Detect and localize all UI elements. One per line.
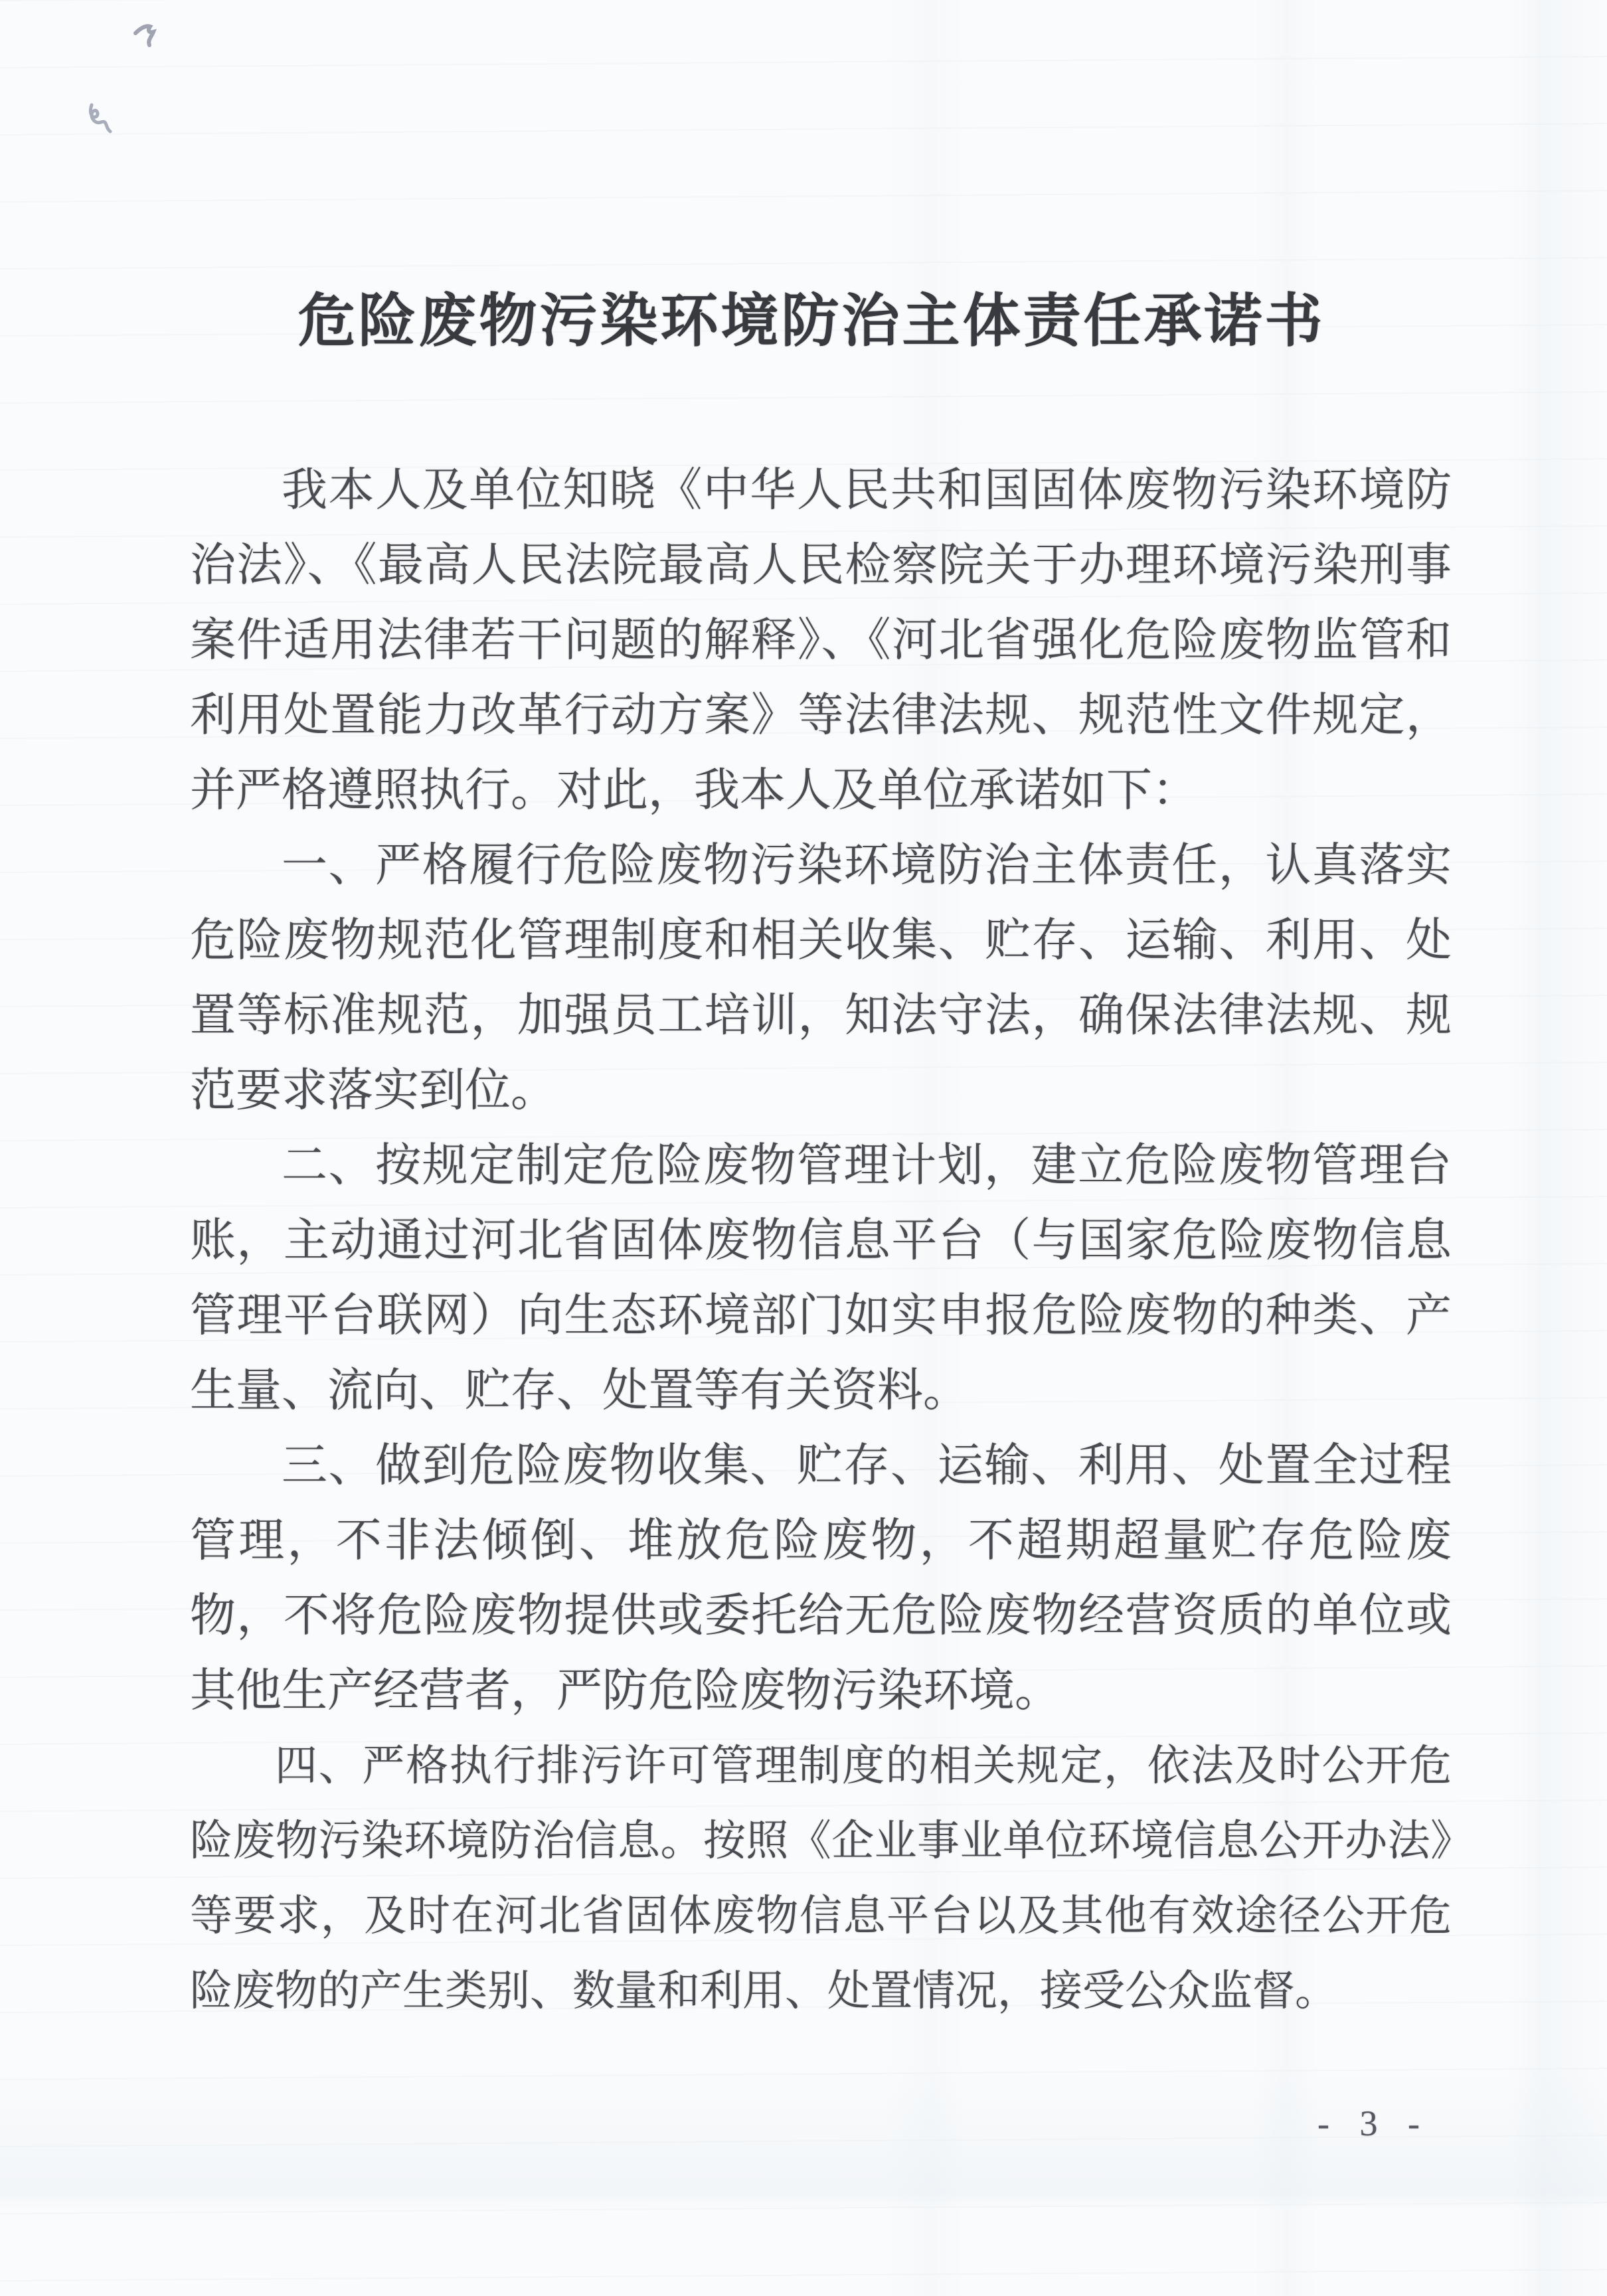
paragraph: 四、严格执行排污许可管理制度的相关规定，依法及时公开危险废物污染环境防治信息。按照《企业事业单位环境信息公开办法》等要求，及时在河北省固体废物信息平台以及其他有效途径公开危险废物的产生类别、数量和利用、处置情况，接受公众监督。 [190, 1742, 1452, 2014]
paragraph: 一、严格履行危险废物污染环境防治主体责任，认真落实危险废物规范化管理制度和相关收集、贮存、运输、利用、处置等标准规范，加强员工培训，知法守法，确保法律法规、规范要求落实到位。 [190, 840, 1452, 1115]
document-title: 危险废物污染环境防治主体责任承诺书 [297, 289, 1325, 353]
ink-smudge-icon [131, 21, 163, 53]
page-number: - 3 - [1317, 2103, 1430, 2143]
document-body [190, 453, 1452, 2028]
ink-smudge-icon [85, 98, 120, 138]
paragraph: 我本人及单位知晓《中华人民共和国固体废物污染环境防治法》、《最高人民法院最高人民检察院关于办理环境污染刑事案件适用法律若干问题的解释》、《河北省强化危险废物监管和利用处置能力改革行动方案》等法律法规、规范性文件规定，并严格遵照执行。对此，我本人及单位承诺如下： [190, 465, 1452, 815]
paragraph: 二、按规定制定危险废物管理计划，建立危险废物管理台账，主动通过河北省固体废物信息平台（与国家危险废物信息管理平台联网）向生态环境部门如实申报危险废物的种类、产生量、流向、贮存、处置等有关资料。 [190, 1140, 1452, 1416]
paragraph: 三、做到危险废物收集、贮存、运输、利用、处置全过程管理，不非法倾倒、堆放危险废物，不超期超量贮存危险废物，不将危险废物提供或委托给无危险废物经营资质的单位或其他生产经营者，严防危险废物污染环境。 [190, 1440, 1452, 1716]
